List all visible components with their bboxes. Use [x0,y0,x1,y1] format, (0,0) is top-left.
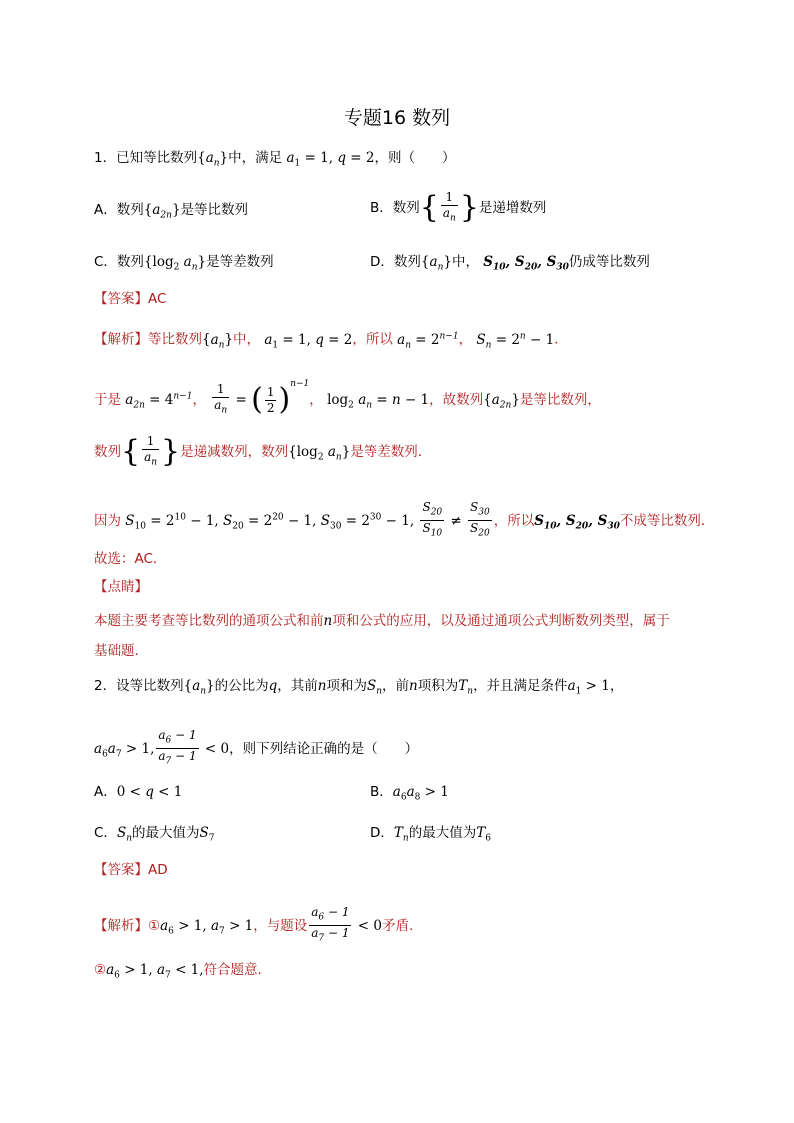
q1-analysis-1: 【解析】等比数列$\{a_n\}$中， $a_1 = 1$, q = 2，所以 $a_n = 2^{n-1}$， $S_n = 2^n - 1$． [94,331,568,351]
q1-choice: 故选：AC． [94,551,167,567]
q2-analysis-1: 【解析】$①a_6 > 1$, $a_7 > 1$，与题设 $\frac{a_6 - 1}{a_7 - 1}$ < 0矛盾. [94,905,414,944]
q2-stem-2: $a_6a_7 > 1$, $\frac{a_6 - 1}{a_7 - 1}$ < 0，则下列结论正确的是（ ） [94,728,419,767]
q1-comment-2: 基础题． [94,643,148,659]
q1-analysis-2: 于是 $a_{2n} = 4^{n-1}$， $\frac{1}{a_n}$ = ( $\frac{1}{2}$ )$^{n-1}$， $\log_2 a_n = n - 1$，故数列$\{a_{2n}\}$是等比数列， [94,379,601,417]
q1-option-a: A．数列$\{a_{2n}\}$是等比数列 [94,202,249,221]
q1-option-d: D．数列$\{a_n\}$中， $S_{10}$, $S_{20}$, $S_{30}$仍成等比数列 [370,254,650,273]
q1-analysis-4: 因为 $S_{10} = 2^{10} - 1$, $S_{20} = 2^{20} - 1$, $S_{30} = 2^{30} - 1$, $\frac{S_{20}}{S_{10}}$ ≠ $\frac{S_{30}}{S_{20}}$ ，所以$S_{10}$, $S_{20}$, $S_{30}$不成等比数列． [94,500,715,539]
q2-stem-1: 2．设等比数列$\{a_n\}$的公比为q，其前n项和为$S_n$，前n项积为$T_n$，并且满足条件$a_1 > 1$， [94,678,624,697]
q2-analysis-2: $②a_6 > 1$, $a_7 < 1$,符合题意. [94,962,262,981]
page-title: 专题16 数列 [343,107,451,129]
q2-option-c: C．$S_n$的最大值为$S_7$ [94,825,215,844]
q2-option-d: D．$T_n$的最大值为$T_6$ [370,825,491,844]
q1-answer: 【答案】AC [94,291,167,307]
q1-analysis-3: 数列{ $\frac{1}{a_n}$ }是递减数列，数列{$\log_2$ $a_n$}是等差数列． [94,434,432,470]
q1-option-b: B．数列{ $\frac{1}{a_n}$ }是递增数列 [370,190,547,226]
q1-comment-label: 【点睛】 [94,579,148,595]
q2-option-a: A．0 < q < 1 [94,784,183,800]
q2-option-b: B．$a_6a_8 > 1$ [370,784,449,803]
q1-comment-1: 本题主要考查等比数列的通项公式和前n项和公式的应用，以及通过通项公式判断数列类型，属于 [94,613,670,629]
q1-stem: 1．已知等比数列$\{a_n\}$中，满足 $a_1 = 1$, q = 2，则（ ） [94,150,456,169]
q2-answer: 【答案】AD [94,862,168,878]
q1-option-c: C．数列{$\log_2$ $a_n$}是等差数列 [94,254,274,273]
